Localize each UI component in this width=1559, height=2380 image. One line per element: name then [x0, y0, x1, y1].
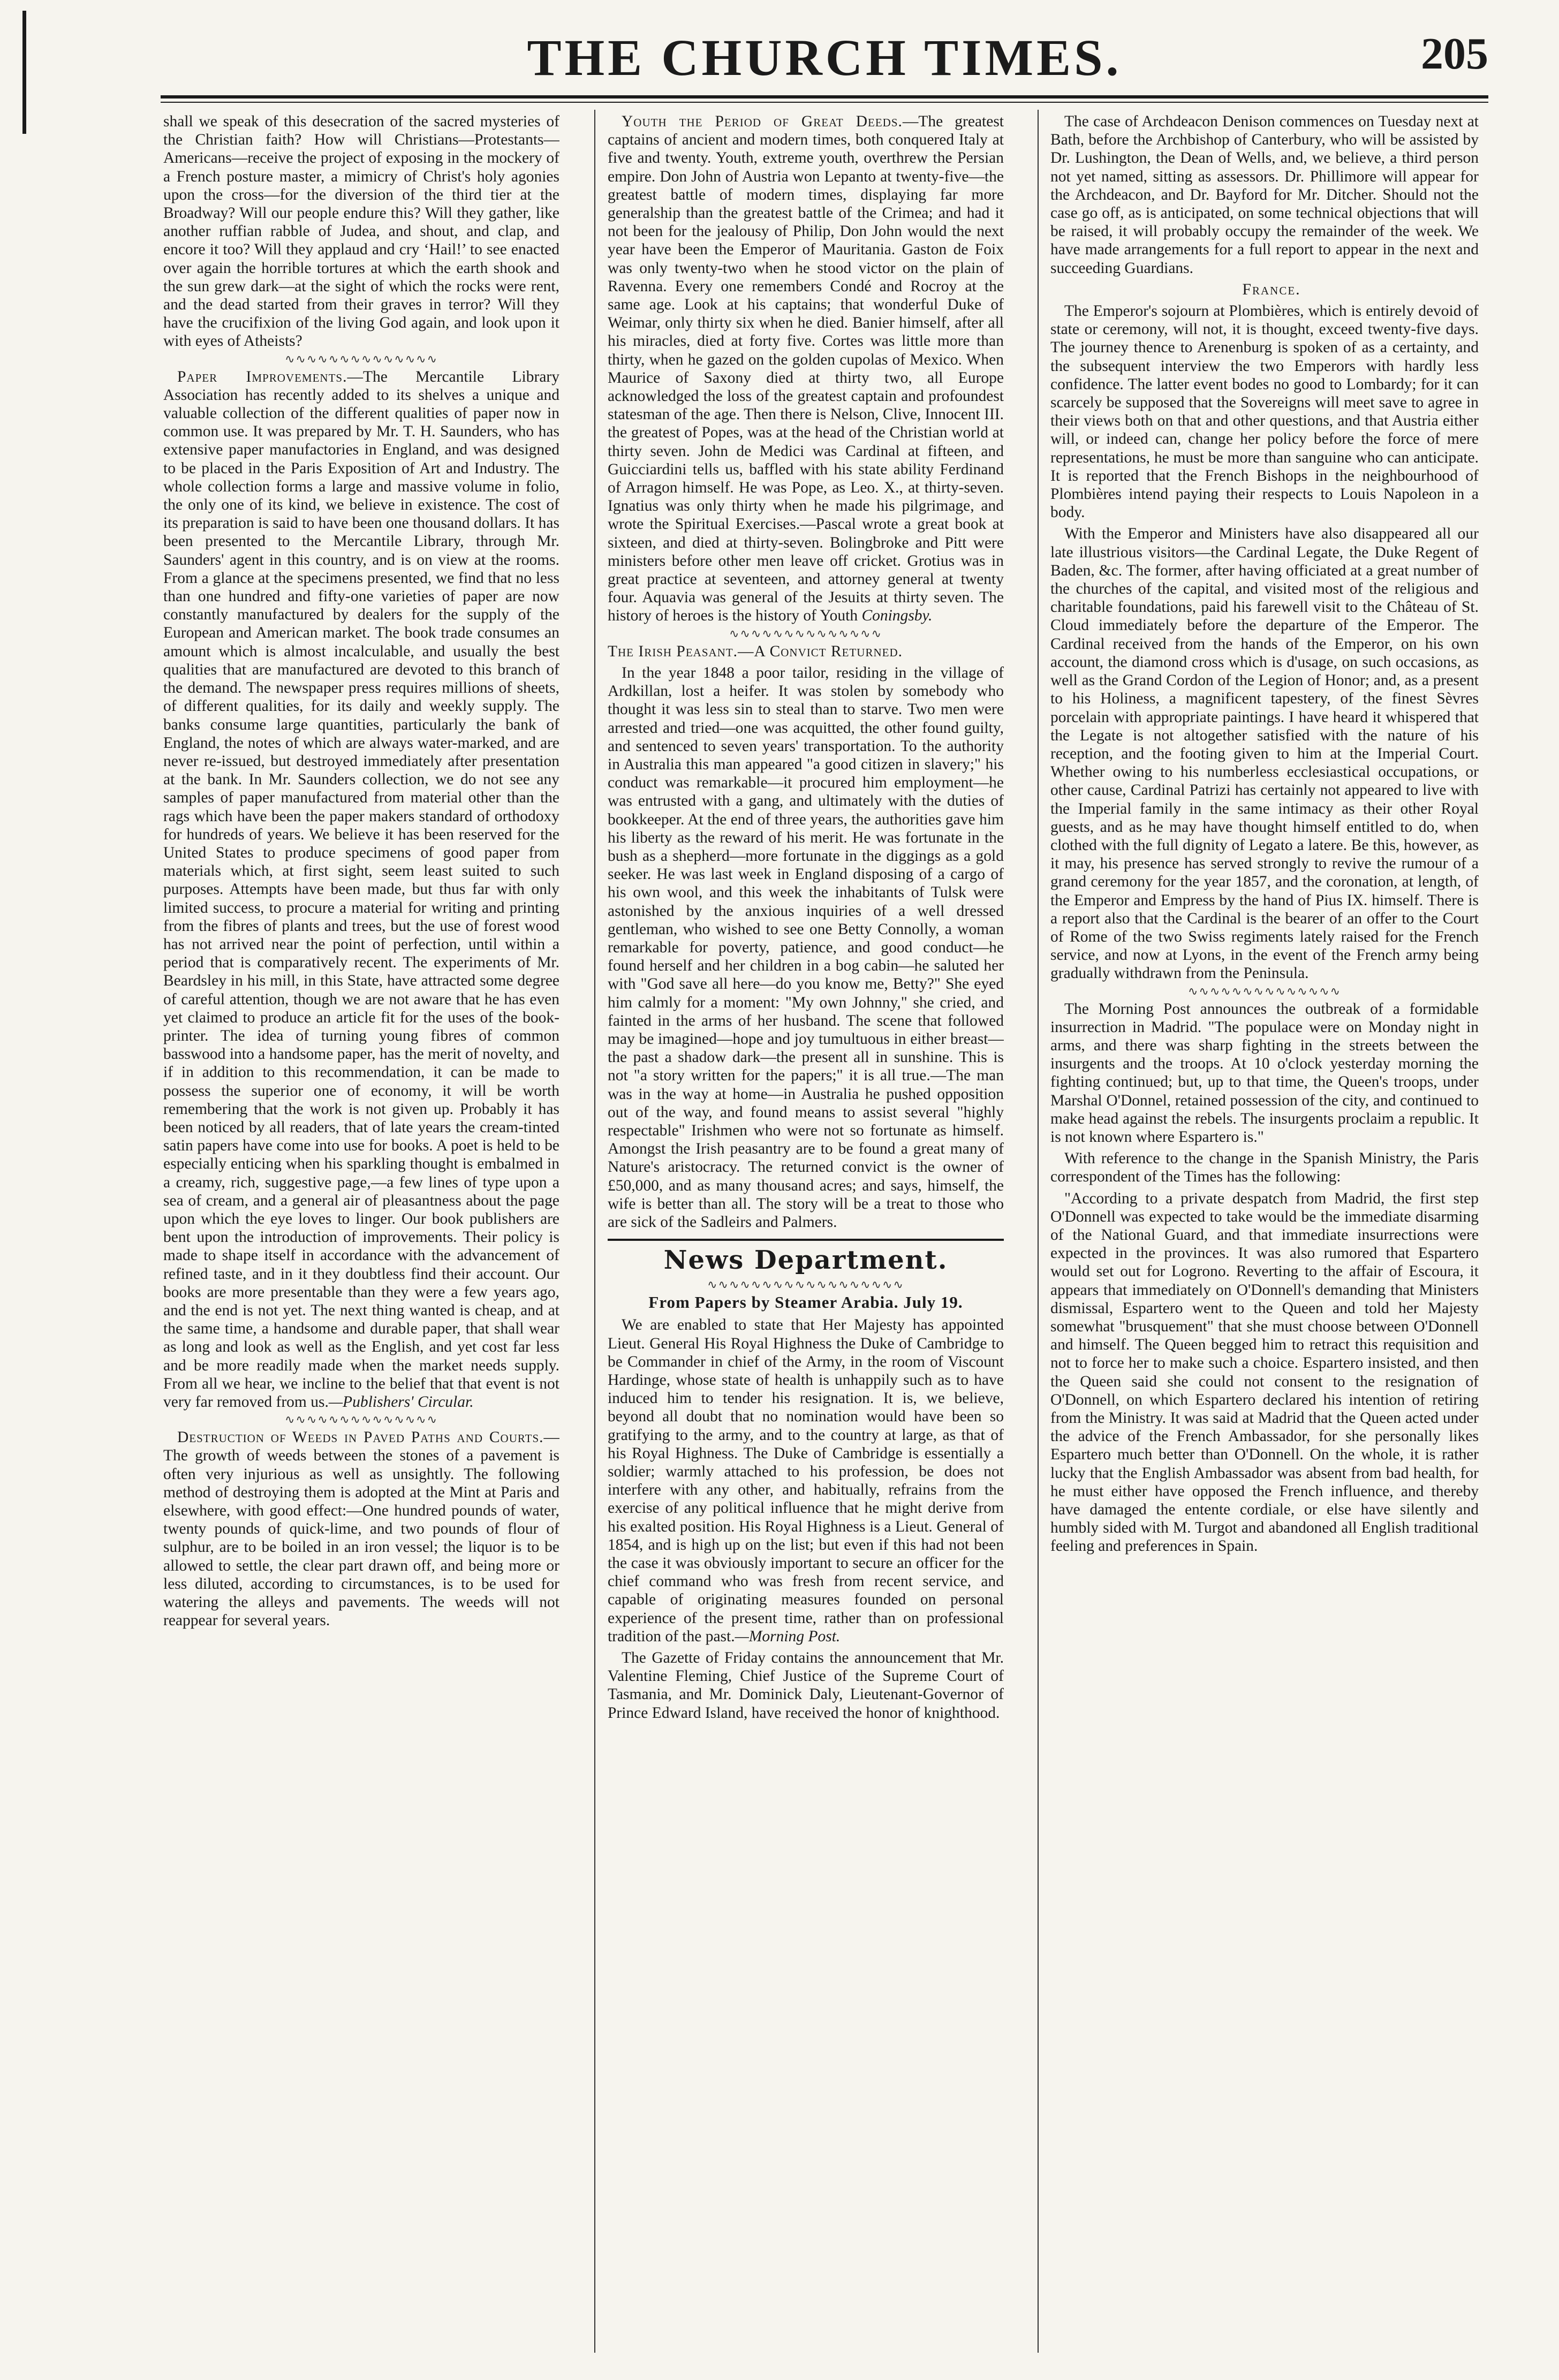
section-separator: ∿∿∿∿∿∿∿∿∿∿∿∿∿∿ [729, 628, 883, 639]
article-source: —Publishers' Circular. [328, 1393, 474, 1411]
department-rule [608, 1239, 1004, 1241]
article-paragraph [608, 112, 1004, 625]
column-divider [594, 110, 595, 2353]
article-heading: The Irish Peasant.—A Convict Returned. [608, 642, 903, 660]
article-paragraph: shall we speak of this desecration of the sacred mysteries of the Christian faith? How will Christians—Protestants—Americans—receive the project of exposing in the mockery of a French posture master, a mimicry of Christ's holy agonies upon the cross—for the diversion of the third tier at the Broadway? Will our people endure this? Will they gather, like another ruffian rabble of Judea, and shout, and clap, and encore it too? Will they applaud and cry ‘Hail!’ to see enacted over again the horrible tortures at which the earth shook and the sun grew dark—at the sight of which the rocks were rent, and the dead started from their graves in terror? Will they have the crucifixion of the living God again, and look upon it with eyes of Atheists? [163, 113, 559, 350]
article-source: Coningsby. [861, 607, 933, 625]
section-heading-france: France. [1242, 280, 1301, 298]
column-1 [163, 112, 559, 2350]
column-3 [1050, 112, 1479, 2350]
article-paragraph: With the Emperor and Ministers have also disappeared all our late illustrious visitors—the Cardinal Legate, the Duke Regent of Baden, &c. The former, after having officiated at a great number of the churches of the capital, and visited most of the religious and charitable foundations, paid his farewell visit to the Château of St. Cloud immediately before the departure of the Emperor. The Cardinal received from the hands of the Emperor, on his own account, the diamond cross which is d'usage, on such occasions, as well as the Grand Cordon of the Legion of Honor; and, as a present to his Holiness, a magnificent tapestery, of the finest Sèvres porcelain with appropriate paintings. I have heard it whispered that the Legate is not altogether satisfied with the nature of his reception, and the footing given to him at the Imperial Court. Whether owing to his numberless ecclesiastical occupations, or other cause, Cardinal Patrizi has certainly not appeared to live with the Imperial family in the same intimacy as their other Royal guests, and as he may have thought himself entitled to do, when clothed with the full dignity of Legato a latere. Be this, however, as it may, his presence has served strongly to revive the rumour of a grand ceremony for the year 1857, and the coronation, at length, of the Emperor and Empress by the hand of Pius IX. himself. There is a report also that the Cardinal is the bearer of an offer to the Court of Rome of the two Swiss regiments lately raised for the French service, and now at Lyons, in the event of the French army being gradually withdrawn from the Peninsula. [1050, 525, 1479, 982]
article-paragraph: The Morning Post announces the outbreak of a formidable insurrection in Madrid. "The populace were on Monday night in arms, and there was sharp fighting in the streets between the insurgents and the troops. At 10 o'clock yesterday morning the fighting continued; but, up to that time, the Queen's troops, under Marshal O'Donnel, retained possession of the city, and continued to make head against the rebels. The insurgents proclaim a republic. It is not known where Espartero is." [1050, 1000, 1479, 1146]
margin-rule [22, 11, 26, 134]
column-2 [608, 112, 1004, 2350]
news-department-header [608, 1239, 1004, 1312]
article-paragraph: The Emperor's sojourn at Plombières, which is entirely devoid of state or ceremony, will not, it is thought, exceed twenty-five days. The journey thence to Arenenburg is spoken of as a certainty, and the subsequent interview the two Emperors with hardly less confidence. The latter event bodes no good to Lombardy; for it can scarcely be supposed that the Sovereigns will meet save to agree in their views both on that and other questions, and that Austria either will, or indeed can, change her policy before the force of mere representations, he must be more than sanguine who can anticipate. It is reported that the French Bishops in the neighbourhood of Plombières intend paying their respects to Louis Napoleon in a body. [1050, 302, 1479, 521]
section-separator: ∿∿∿∿∿∿∿∿∿∿∿∿∿∿ [284, 1414, 438, 1426]
article-text: —The greatest captains of ancient and modern times, both conquered Italy at five and twenty. Youth, extreme youth, overthrew the Persian empire. Don John of Austria won Lepanto at twenty-five—the greatest battle of modern times, displaying far more generalship than the greatest battle of the Crimea; and had it not been for the jealousy of Philip, Don John would the next year have been the Emperor of Mauritania. Gaston de Foix was only twenty-two when he stood victor on the plain of Ravenna. Every one remembers Condé and Rocroy at the same age. Look at his captains; that wonderful Duke of Weimar, only thirty six when he died. Banier himself, after all his miracles, died at forty five. Cortes was little more than thirty, when he gazed on the golden cupolas of Mexico. When Maurice of Saxony died at thirty two, all Europe acknowledged the loss of the greatest captain and profoundest statesman of the age. Then there is Nelson, Clive, Innocent III. the greatest of Popes, was at the head of the Christian world at thirty seven. John de Medici was Cardinal at fifteen, and Guicciardini tells us, baffled with his state ability Ferdinand of Arragon himself. He was Pope, as Leo. X., at thirty-seven. Ignatius was only thirty when he made his pilgrimage, and wrote the Spiritual Exercises.—Pascal wrote a great book at sixteen, and died at thirty-seven. Bolingbroke and Pitt were ministers before other men leave off cricket. Grotius was in great practice at seventeen, and attorney general at twenty four. Aquavia was general of the Jesuits at thirty seven. The history of heroes is the history of Youth [608, 113, 1004, 625]
article-paragraph: In the year 1848 a poor tailor, residing in the village of Ardkillan, lost a heifer. It was stolen by somebody who thought it was less sin to steal than to starve. Two men were arrested and tried—one was acquitted, the other found guilty, and sentenced to seven years' transportation. To the authority in Australia this man appeared "a good citizen in slavery;" his conduct was remarkable—it procured him employment—he was entrusted with a gang, and ultimately with the duties of bookkeeper. At the end of three years, the authorities gave him his liberty as the reward of his merit. He was fortunate in the bush as a shepherd—more fortunate in the diggings as a gold seeker. He was last week in England disposing of a cargo of his own wool, and this week the inhabitants of Tulsk were astonished by the anxious inquiries of a well dressed gentleman, who wished to see one Betty Connolly, a woman remarkable for poverty, patience, and good conduct—he found herself and her children in a bog cabin—he saluted her with "God save all here—do you know me, Betty?" She eyed him calmly for a moment: "My own Johnny," she cried, and fainted in the arms of her husband. The scene that followed may be imagined—hope and joy tumultuous in either breast—the past a shadow dark—the present all in sunshine. This is not "a story written for the papers;" it is all true.—The man was in the way at home—in Australia he pushed opposition out of the way, and found means to assist several "highly respectable" Irishmen who were not so fortunate as himself. Amongst the Irish peasantry are to be found a great many of Nature's aristocracy. The returned convict is the owner of £50,000, and as many thousand acres; and says, himself, the wife is better than all. The story will be a treat to those who are sick of the Sadleirs and Palmers. [608, 664, 1004, 1231]
article-heading: Destruction of Weeds in Paved Paths and Courts. [177, 1429, 544, 1446]
article-paragraph [163, 368, 559, 1412]
article-source: —Morning Post. [735, 1627, 841, 1645]
article-paragraph [608, 1316, 1004, 1646]
article-paragraph: The case of Archdeacon Denison commences on Tuesday next at Bath, before the Archbishop of Canterbury, who will be assisted by Dr. Lushington, the Dean of Wells, and, we believe, a third person not yet named, sitting as assessors. Dr. Phillimore will appear for the Archdeacon, and Dr. Bayford for Mr. Ditcher. Should not the case go off, as is anticipated, on some technical objections that will be raised, it will probably occupy the remainder of the week. We have made arrangements for a full report to appear in the next and succeeding Guardians. [1050, 113, 1479, 277]
newspaper-title: THE CHURCH TIMES. [527, 29, 1122, 86]
article-paragraph: The Gazette of Friday contains the announcement that Mr. Valentine Fleming, Chief Justice of the Supreme Court of Tasmania, and Mr. Dominick Daly, Lieutenant-Governor of Prince Edward Island, have received the honor of knighthood. [608, 1649, 1004, 1722]
article-text: —The growth of weeds between the stones of a pavement is often very injurious as well as unsightly. The following method of destroying them is adopted at the Mint at Paris and elsewhere, with good effect:—One hundred pounds of water, twenty pounds of quick-lime, and two pounds of flour of sulphur, are to be boiled in an iron vessel; the liquor is to be allowed to settle, the clear part drawn off, and being more or less diluted, according to circumstances, is to be used for watering the alleys and pavements. The weeds will not reappear for several years. [163, 1429, 559, 1629]
masthead-rule-thin [161, 102, 1488, 103]
masthead-rule-thick [161, 95, 1488, 98]
article-heading: Youth the Period of Great Deeds. [622, 113, 903, 130]
section-separator: ∿∿∿∿∿∿∿∿∿∿∿∿∿∿ [284, 353, 438, 365]
department-subtitle: From Papers by Steamer Arabia. July 19. [648, 1293, 963, 1312]
article-heading: Paper Improvements. [177, 368, 347, 385]
section-separator: ∿∿∿∿∿∿∿∿∿∿∿∿∿∿ [1187, 986, 1342, 997]
article-paragraph [163, 1428, 559, 1629]
department-ornament: ∿∿∿∿∿∿∿∿∿∿∿∿∿∿∿∿∿∿ [707, 1279, 904, 1291]
article-paragraph: "According to a private despatch from Madrid, the first step O'Donnell was expected to take would be the immediate disarming of the National Guard, and that immediate insurrections were expected in the provinces. It was also rumored that Espartero would set out for Logrono. Reverting to the affair of Escoura, it appears that immediately on O'Donnell's demanding that Ministers dismissal, Espartero went to the Queen and told her Majesty somewhat "brusquement" that she must choose between O'Donnell and himself. The Queen begged him to retract this requisition and not to force her to make such a choice. Espartero insisted, and then the Queen said she could not consent to the resignation of O'Donnell, on which Espartero declared his intention of retiring from the Ministry. It was said at Madrid that the Queen acted under the advice of the French Ambassador, for she personally likes Espartero much better than O'Donnell. On the whole, it is rather lucky that the English Ambassador was absent from bad health, for he must either have opposed the French influence, and thereby have damaged the entente cordiale, or else have silently and humbly sided with M. Turgot and abandoned all English traditional feeling and preferences in Spain. [1050, 1189, 1479, 1555]
article-text: We are enabled to state that Her Majesty has appointed Lieut. General His Royal Highness the Duke of Cambridge to be Commander in chief of the Army, in the room of Viscount Hardinge, whose state of health is unhappily such as to have induced him to tender his resignation. It is, we believe, beyond all doubt that no nomination would have been so gratifying to the army, and to the country at large, as that of his Royal Highness. The Duke of Cambridge is essentially a soldier; warmly attached to his profession, be does not interfere with any other, and habitually, refrains from the exercise of any political influence that he might derive from his exalted position. His Royal Highness is a Lieut. General of 1854, and is high up on the list; but even if this had not been the case it was obviously important to secure an officer for the chief command who was fresh from recent service, and capable of originating measures founded on personal experience of the present time, rather than on professional tradition of the past. [608, 1316, 1004, 1645]
column-divider [1038, 110, 1039, 2353]
masthead [161, 28, 1488, 92]
article-heading-line [608, 642, 1004, 661]
article-text: —The Mercantile Library Association has recently added to its shelves a unique and valuable collection of the different qualities of paper now in common use. It was prepared by Mr. T. H. Saunders, who has extensive paper manufactories in England, and was designed to be placed in the Paris Exposition of Art and Industry. The whole collection forms a large and massive volume in folio, the only one of its kind, we believe in existence. The cost of its preparation is said to have been one thousand dollars. It has been presented to the Mercantile Library, through Mr. Saunders' agent in this country, and is on view at the rooms. From a glance at the specimens presented, we find that no less than one hundred and fifty-one varieties of paper are now constantly manufactured by dealers for the supply of the European and American market. The book trade consumes an amount which is almost incalculable, and usually the best qualities that are manufactured are devoted to this branch of the demand. The newspaper press requires millions of sheets, of different qualities, for its daily and weekly supply. The banks consume large quantities, particularly the bank of England, the notes of which are always water-marked, and are never re-issued, but destroyed immediately after presentation at the bank. In Mr. Saunders collection, we do not see any samples of paper manufactured from material other than the rags which have been the paper makers standard of orthodoxy for hundreds of years. We believe it has been reserved for the United States to produce specimens of good paper from materials which, at first sight, seem least suited to such purposes. Attempts have been made, but thus far with only limited success, to procure a material for writing and printing from the fibres of plants and trees, but the use of forest wood has not arrived near the point of perfection, until within a period that is comparatively recent. The experiments of Mr. Beardsley in his mill, in this State, have attracted some degree of careful attention, though we are not aware that he has even yet claimed to produce an article fit for the uses of the book-printer. The idea of turning young fibres of common basswood into a handsome paper, has the merit of novelty, and if in addition to this recommendation, it can be made to possess the superior one of economy, it will be worth remembering that the work is not given up. Probably it has been noticed by all readers, that of late years the cream-tinted satin papers have come into use for books. A poet is held to be especially enticing when his sparkling thought is embalmed in a creamy, rich, suggestive page,—a few lines of type upon a sea of cream, and a general air of pleasantness about the page upon which the eye loves to linger. Our book publishers are bent upon the introduction of improvements. Their policy is made to shape itself in accordance with the advancement of refined taste, and in it they doubtless find their account. Our books are more presentable than they were a few years ago, and the end is not yet. The next thing wanted is cheap, and at the same time, a handsome and durable paper, that shall wear as long and look as well as the English, and yet cost far less and be more readily made when the market needs supply. From all we hear, we incline to the belief that that event is not very far removed from us. [163, 368, 559, 1411]
department-title: News Department. [663, 1245, 948, 1276]
article-paragraph: With reference to the change in the Spanish Ministry, the Paris correspondent of the Times has the following: [1050, 1150, 1479, 1186]
page-number: 205 [1421, 29, 1488, 79]
